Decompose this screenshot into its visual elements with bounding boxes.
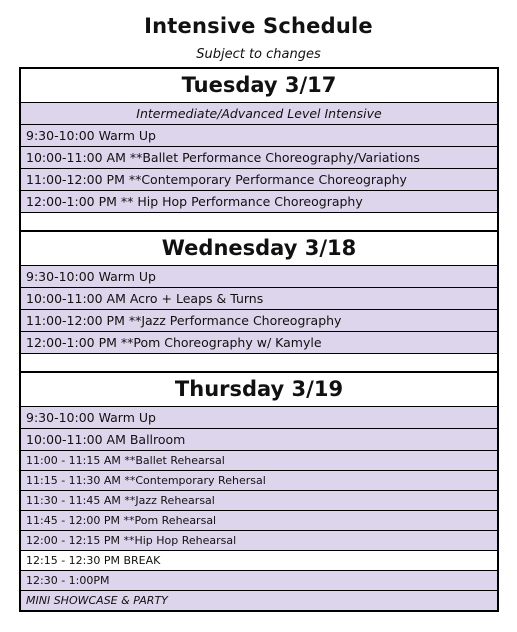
page-title: Intensive Schedule bbox=[144, 14, 373, 38]
schedule-row: 9:30-10:00 Warm Up bbox=[21, 407, 497, 429]
level-note: Intermediate/Advanced Level Intensive bbox=[21, 103, 497, 125]
day-separator bbox=[21, 354, 497, 373]
schedule-row: 12:00-1:00 PM ** Hip Hop Performance Choreography bbox=[21, 191, 497, 213]
page-subtitle: Subject to changes bbox=[196, 47, 321, 62]
closing-row: MINI SHOWCASE & PARTY bbox=[21, 591, 497, 610]
schedule-row: 11:30 - 11:45 AM **Jazz Rehearsal bbox=[21, 491, 497, 511]
schedule-row: 11:00-12:00 PM **Jazz Performance Choreography bbox=[21, 310, 497, 332]
schedule-row: 12:00-1:00 PM **Pom Choreography w/ Kamyle bbox=[21, 332, 497, 354]
schedule-row: 11:00 - 11:15 AM **Ballet Rehearsal bbox=[21, 451, 497, 471]
day-heading-tuesday: Tuesday 3/17 bbox=[21, 69, 497, 103]
schedule-row: 10:00-11:00 AM **Ballet Performance Choreography/Variations bbox=[21, 147, 497, 169]
day-heading-wednesday: Wednesday 3/18 bbox=[21, 232, 497, 266]
schedule-table bbox=[19, 67, 499, 612]
schedule-row: 11:15 - 11:30 AM **Contemporary Rehersal bbox=[21, 471, 497, 491]
day-heading-thursday: Thursday 3/19 bbox=[21, 373, 497, 407]
schedule-row: 11:00-12:00 PM **Contemporary Performance Choreography bbox=[21, 169, 497, 191]
schedule-row: 10:00-11:00 AM Acro + Leaps & Turns bbox=[21, 288, 497, 310]
schedule-row: 12:00 - 12:15 PM **Hip Hop Rehearsal bbox=[21, 531, 497, 551]
schedule-row: 11:45 - 12:00 PM **Pom Rehearsal bbox=[21, 511, 497, 531]
break-row: 12:15 - 12:30 PM BREAK bbox=[21, 551, 497, 571]
day-separator bbox=[21, 213, 497, 232]
schedule-row: 10:00-11:00 AM Ballroom bbox=[21, 429, 497, 451]
schedule-row: 12:30 - 1:00PM bbox=[21, 571, 497, 591]
schedule-row: 9:30-10:00 Warm Up bbox=[21, 266, 497, 288]
schedule-row: 9:30-10:00 Warm Up bbox=[21, 125, 497, 147]
